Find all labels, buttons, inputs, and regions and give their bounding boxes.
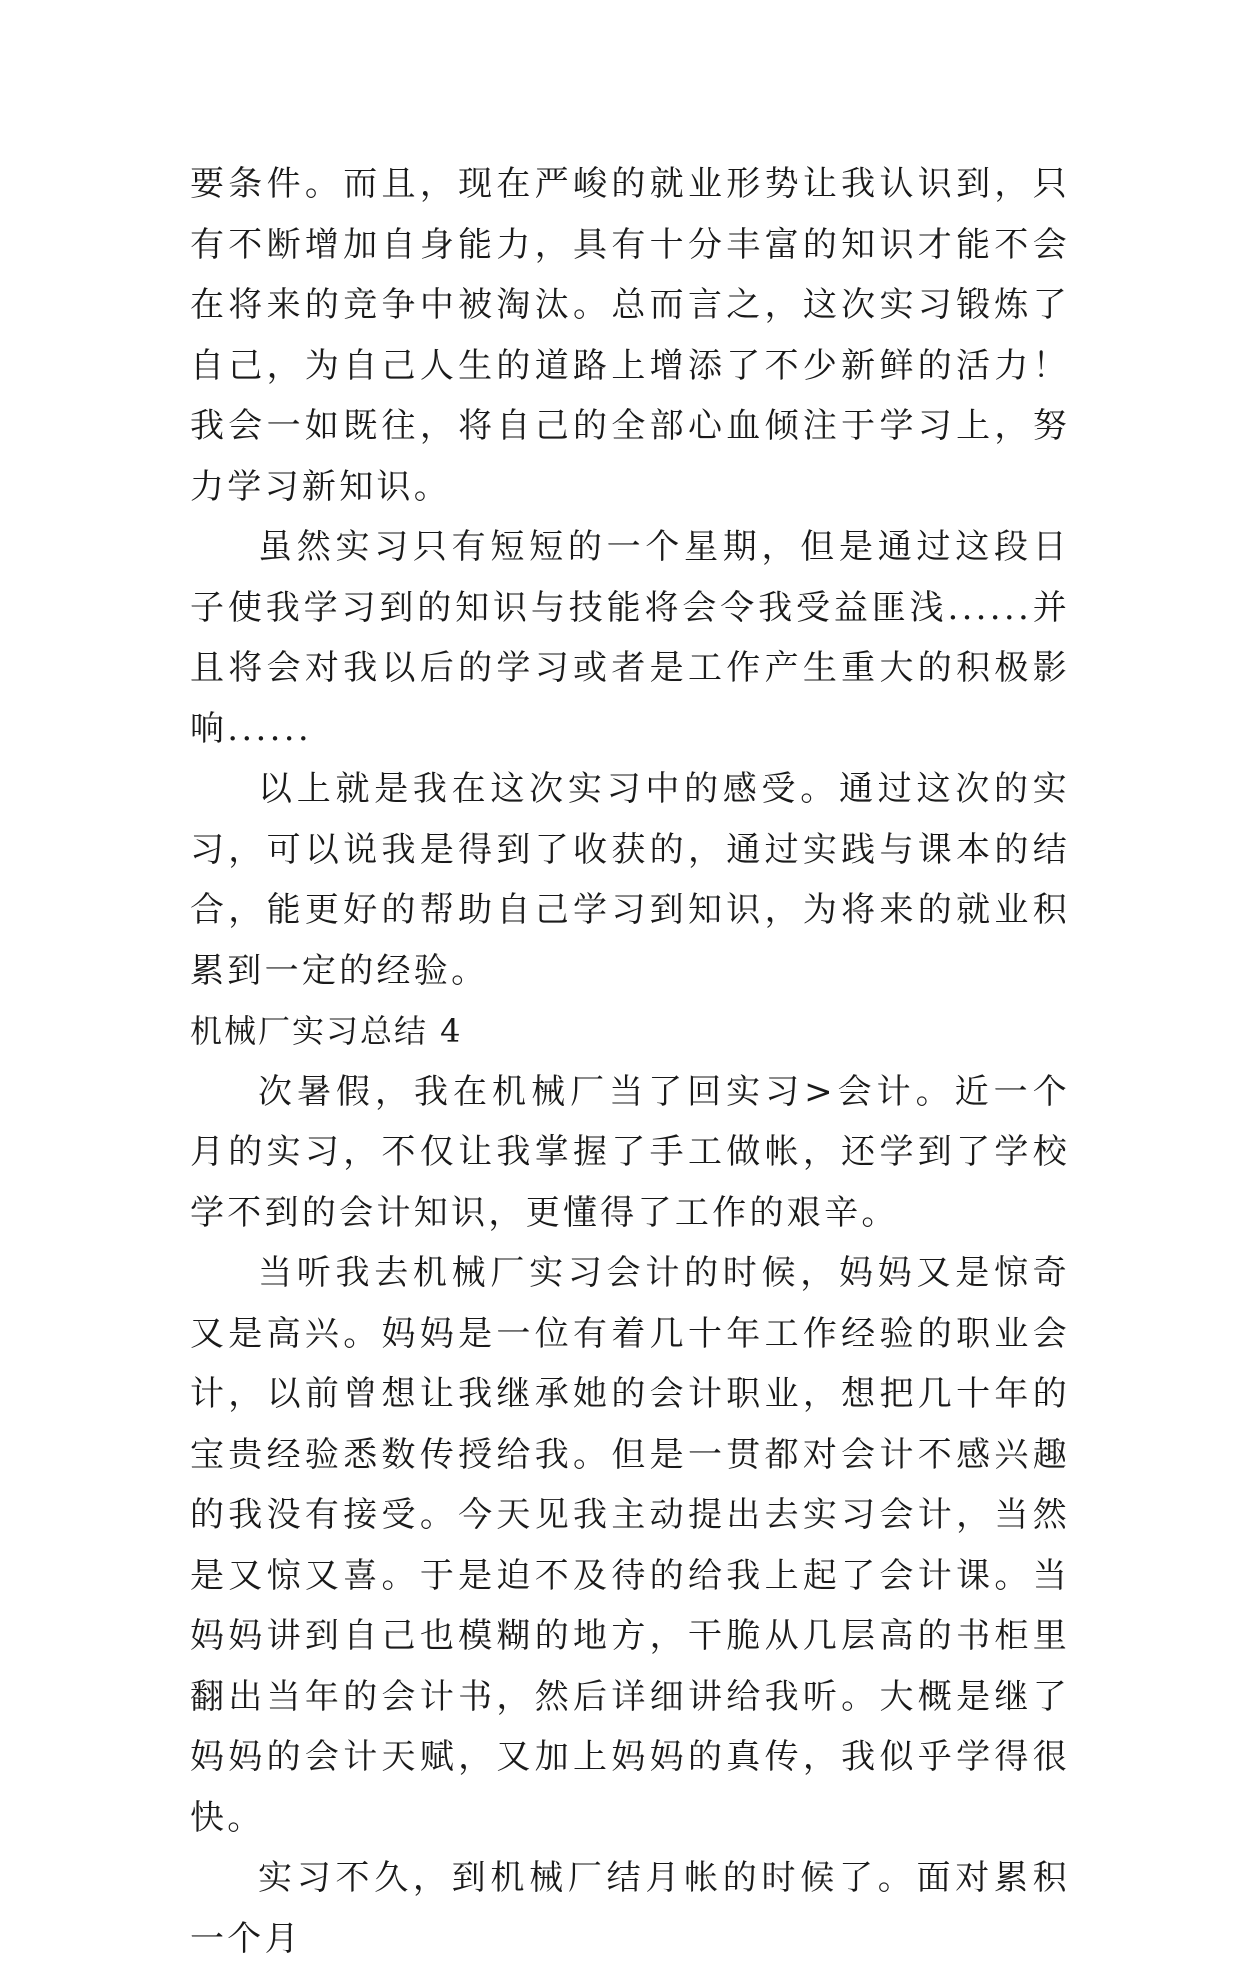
document-body <box>190 154 1070 1969</box>
paragraph: 次暑假，我在机械厂当了回实习>会计。近一个月的实习，不仅让我掌握了手工做帐，还学到了学校学不到的会计知识，更懂得了工作的艰辛。 <box>190 1071 1070 1233</box>
paragraph: 以上就是我在这次实习中的感受。通过这次的实习，可以说我是得到了收获的，通过实践与课本的结合，能更好的帮助自己学习到知识，为将来的就业积累到一定的经验。 <box>190 769 1070 991</box>
paragraph: 实习不久，到机械厂结月帐的时候了。面对累积一个月 <box>190 1858 1070 1959</box>
paragraph: 虽然实习只有短短的一个星期，但是通过这段日子使我学习到的知识与技能将会令我受益匪浅......并且将会对我以后的学习或者是工作产生重大的积极影响...... <box>190 527 1070 749</box>
paragraph: 当听我去机械厂实习会计的时候，妈妈又是惊奇又是高兴。妈妈是一位有着几十年工作经验的职业会计，以前曾想让我继承她的会计职业，想把几十年的宝贵经验悉数传授给我。但是一贯都对会计不感兴趣的我没有接受。今天见我主动提出去实习会计，当然是又惊又喜。于是迫不及待的给我上起了会计课。当妈妈讲到自己也模糊的地方，干脆从几层高的书柜里翻出当年的会计书，然后详细讲给我听。大概是继了妈妈的会计天赋，又加上妈妈的真传，我似乎学得很快。 <box>190 1253 1070 1838</box>
paragraph-continuation: 要条件。而且，现在严峻的就业形势让我认识到，只有不断增加自身能力，具有十分丰富的知识才能不会在将来的竞争中被淘汰。总而言之，这次实习锻炼了自己，为自己人生的道路上增添了不少新鲜的活力！我会一如既往，将自己的全部心血倾注于学习上，努力学习新知识。 <box>190 164 1070 507</box>
section-heading: 机械厂实习总结 4 <box>190 1012 463 1050</box>
